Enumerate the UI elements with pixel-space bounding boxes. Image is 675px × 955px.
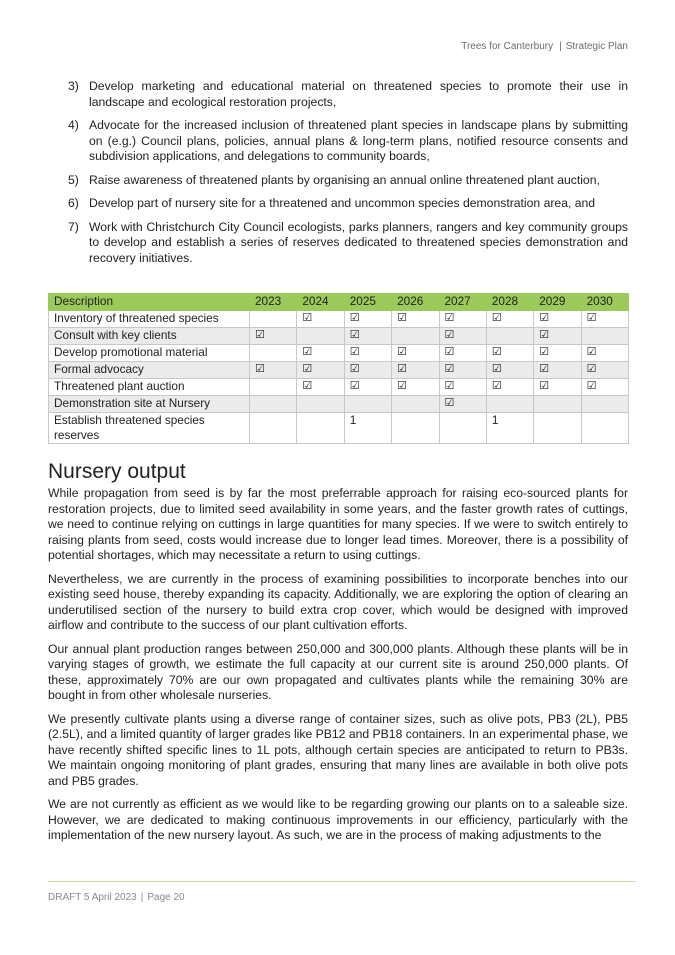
table-cell: [297, 413, 344, 444]
list-item-text: Work with Christchurch City Council ecologists, parks planners, rangers and key community groups to develop and establish a series of reserves dedicated to threatened species demonstration and recovery initiatives.: [89, 219, 628, 265]
checkbox-icon: [581, 328, 628, 345]
table-row: [49, 345, 629, 362]
checkbox-icon: ☑: [439, 379, 486, 396]
checkbox-icon: ☑: [534, 362, 581, 379]
list-item-text: Raise awareness of threatened plants by organising an annual online threatened plant auction,: [89, 172, 600, 187]
column-header: 2025: [344, 294, 391, 311]
checkbox-icon: ☑: [581, 362, 628, 379]
table-row: [49, 311, 629, 328]
table-cell: [581, 413, 628, 444]
table-row: [49, 379, 629, 396]
list-item: [48, 118, 628, 165]
list-item-number: 5): [68, 172, 79, 187]
checkbox-icon: ☑: [297, 362, 344, 379]
header-org: Trees for Canterbury: [461, 41, 554, 52]
table-cell: Develop promotional material: [49, 345, 250, 362]
paragraph: We presently cultivate plants using a diverse range of container sizes, such as olive pots, PB3 (2L), PB5 (2.5L), and a limited quantity of larger grades like PB12 and PB18 containers. In an experimental phase, we have recently shifted specific lines to 1L pots, although certain species are anticipated to return to PB3s. We maintain ongoing monitoring of plant grades, ensuring that many lines are available in both olive pots and PB5 grades.: [48, 711, 628, 788]
list-item-text: Advocate for the increased inclusion of threatened plant species in landscape plans by submitting on (e.g.) Council plans, policies, annual plans & long-term plans, notified resource consents and subdivision applications, and delegations to community boards,: [89, 118, 628, 163]
paragraph: While propagation from seed is by far the most preferrable approach for raising eco-sourced plants for restoration projects, due to limited seed availability in some years, and the faster growth rates of cuttings, we need to continue relying on cuttings in large quantities for many species. If we were to switch entirely to raising plants from seed, costs would increase due to longer lead times. Moreover, there is a possibility of potential shortages, which may necessitate a return to using cuttings.: [48, 486, 628, 562]
checkbox-icon: [344, 396, 391, 413]
table-cell: Inventory of threatened species: [49, 311, 250, 328]
paragraph: We are not currently as efficient as we would like to be regarding growing our plants on to a saleable size. However, we are dedicated to making continuous improvements in our efficiency, particularly with the implementation of the new nursery layout. As such, we are in the process of making adjustments to the: [48, 797, 628, 842]
paragraph: Nevertheless, we are currently in the process of examining possibilities to incorporate benches into our existing seed house, thereby expanding its capacity. Additionally, we are exploring the option of clearing an underutilised section of the nursery to build extra crop cover, which would be designed with improved airflow and contribute to the success of our plant cultivation efforts.: [48, 571, 628, 632]
list-item: [48, 173, 628, 189]
action-plan-table: [48, 293, 629, 444]
list-item-number: 6): [68, 196, 79, 210]
list-item: [48, 220, 628, 267]
checkbox-icon: [392, 396, 439, 413]
page-footer: [48, 892, 185, 903]
table-cell: [250, 413, 297, 444]
table-cell: Formal advocacy: [49, 362, 250, 379]
checkbox-icon: ☑: [534, 311, 581, 328]
list-item: [48, 79, 628, 110]
section-body: [48, 486, 628, 852]
checkbox-icon: ☑: [486, 379, 533, 396]
list-item: [48, 196, 628, 212]
table-cell: 1: [344, 413, 391, 444]
checkbox-icon: ☑: [439, 362, 486, 379]
section-title: Nursery output: [48, 460, 186, 483]
list-item-number: 3): [68, 79, 79, 93]
column-header: 2028: [486, 294, 533, 311]
column-header: 2029: [534, 294, 581, 311]
checkbox-icon: ☑: [344, 362, 391, 379]
checkbox-icon: [250, 379, 297, 396]
checkbox-icon: [250, 311, 297, 328]
checkbox-icon: ☑: [392, 379, 439, 396]
checkbox-icon: [392, 328, 439, 345]
checkbox-icon: ☑: [534, 328, 581, 345]
table-cell: Establish threatened species reserves: [49, 413, 250, 444]
column-header: 2030: [581, 294, 628, 311]
checkbox-icon: ☑: [344, 379, 391, 396]
action-steps-list: [48, 79, 628, 274]
checkbox-icon: ☑: [250, 362, 297, 379]
table-cell: Threatened plant auction: [49, 379, 250, 396]
checkbox-icon: ☑: [534, 379, 581, 396]
checkbox-icon: [250, 396, 297, 413]
checkbox-icon: ☑: [439, 328, 486, 345]
checkbox-icon: ☑: [297, 379, 344, 396]
checkbox-icon: ☑: [344, 345, 391, 362]
checkbox-icon: ☑: [392, 345, 439, 362]
checkbox-icon: ☑: [581, 379, 628, 396]
checkbox-icon: ☑: [439, 311, 486, 328]
footer-separator: |: [140, 892, 144, 903]
checkbox-icon: ☑: [297, 311, 344, 328]
checkbox-icon: [486, 396, 533, 413]
checkbox-icon: ☑: [344, 311, 391, 328]
checkbox-icon: [297, 396, 344, 413]
checkbox-icon: [486, 328, 533, 345]
checkbox-icon: ☑: [297, 345, 344, 362]
checkbox-icon: [534, 396, 581, 413]
checkbox-icon: ☑: [581, 311, 628, 328]
paragraph: Our annual plant production ranges between 250,000 and 300,000 plants. Although these plants will be in varying stages of growth, we estimate the full capacity at our current site is around 250,000 plants. Of these, approximately 70% are our own propagated and cultivates plants while the remaining 30% are bought in from other wholesale nurseries.: [48, 641, 628, 702]
list-item-number: 4): [68, 118, 79, 132]
list-item-number: 7): [68, 219, 79, 234]
checkbox-icon: ☑: [581, 345, 628, 362]
checkbox-icon: ☑: [486, 311, 533, 328]
checkbox-icon: ☑: [344, 328, 391, 345]
table-cell: [439, 413, 486, 444]
table-row: [49, 413, 629, 444]
checkbox-icon: ☑: [486, 362, 533, 379]
checkbox-icon: ☑: [439, 396, 486, 413]
checkbox-icon: ☑: [392, 362, 439, 379]
checkbox-icon: ☑: [486, 345, 533, 362]
table-row: [49, 328, 629, 345]
header-separator: |: [559, 41, 562, 52]
table-cell: [534, 413, 581, 444]
checkbox-icon: [581, 396, 628, 413]
footer-divider: [48, 881, 636, 882]
column-header: 2023: [250, 294, 297, 311]
checkbox-icon: ☑: [250, 328, 297, 345]
checkbox-icon: ☑: [534, 345, 581, 362]
page-header: [461, 41, 628, 52]
column-header: 2026: [392, 294, 439, 311]
table-row: [49, 362, 629, 379]
footer-page-number: Page 20: [147, 892, 185, 903]
table-header-row: [49, 294, 629, 311]
footer-draft-date: DRAFT 5 April 2023: [48, 892, 137, 903]
header-doc-title: Strategic Plan: [565, 41, 628, 52]
checkbox-icon: [250, 345, 297, 362]
table-cell: [392, 413, 439, 444]
checkbox-icon: ☑: [392, 311, 439, 328]
list-item-text: Develop marketing and educational material on threatened species to promote their use in landscape and ecological restoration projects,: [89, 79, 628, 109]
table-cell: 1: [486, 413, 533, 444]
table-cell: Demonstration site at Nursery: [49, 396, 250, 413]
column-header: 2024: [297, 294, 344, 311]
list-item-text: Develop part of nursery site for a threatened and uncommon species demonstration area, and: [89, 196, 596, 210]
checkbox-icon: ☑: [439, 345, 486, 362]
column-header: Description: [49, 294, 250, 311]
column-header: 2027: [439, 294, 486, 311]
table-cell: Consult with key clients: [49, 328, 250, 345]
table-row: [49, 396, 629, 413]
checkbox-icon: [297, 328, 344, 345]
